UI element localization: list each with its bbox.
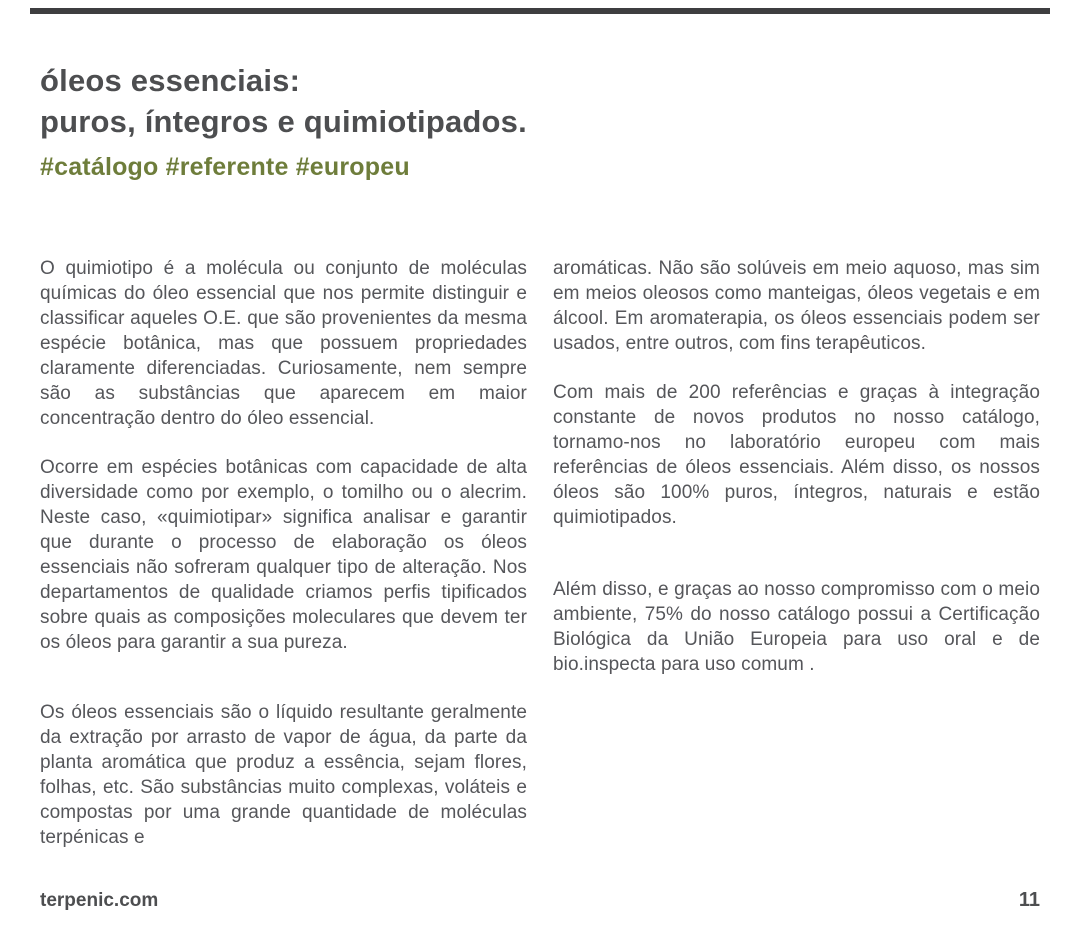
left-column-paragraph-2: Ocorre em espécies botânicas com capacidade de alta diversidade como por exemplo, o tomilho ou o alecrim. Neste caso, «quimiotipar» significa analisar e garantir que durante o processo de elaboração os óleos essenciais não sofreram qualquer tipo de alteração. Nos departamentos de qualidade criamos perfis tipificados sobre quais as composições moleculares que devem ter os óleos para garantir a sua pureza. [40, 457, 527, 653]
top-rule [30, 8, 1050, 14]
body-columns [40, 256, 1040, 850]
page-title [40, 60, 1040, 142]
page-title-line-2: puros, íntegros e quimiotipados. [40, 104, 527, 139]
page-number: 11 [1018, 889, 1040, 911]
page-footer [40, 889, 1040, 912]
page-title-line-1: óleos essenciais: [40, 63, 301, 98]
left-column-paragraph-3: Os óleos essenciais são o líquido resultante geralmente da extração por arrasto de vapor de água, da parte da planta aromática que produz a essência, sejam flores, folhas, etc. São substâncias muito complexas, voláteis e compostas por uma grande quantidade de moléculas terpénicas e [40, 702, 527, 848]
page-header [40, 60, 1040, 183]
left-column-paragraph-1: O quimiotipo é a molécula ou conjunto de moléculas químicas do óleo essencial que nos permite distinguir e classificar aqueles O.E. que são provenientes da mesma espécie botânica, mas que possuem propriedades claramente diferenciadas. Curiosamente, nem sempre são as substâncias que aparecem em maior concentração dentro do óleo essencial. [40, 258, 527, 429]
site-url: terpenic.com [40, 890, 159, 911]
left-column [40, 256, 527, 850]
right-column-paragraph-2: Com mais de 200 referências e graças à integração constante de novos produtos no nosso catálogo, tornamo-nos no laboratório europeu com mais referências de óleos essenciais. Além disso, os nossos óleos são 100% puros, íntegros, naturais e estão quimiotipados. [553, 382, 1040, 528]
right-column [553, 256, 1040, 850]
right-column-paragraph-1: aromáticas. Não são solúveis em meio aquoso, mas sim em meios oleosos como manteigas, óleos vegetais e em álcool. Em aromaterapia, os óleos essenciais podem ser usados, entre outros, com fins terapêuticos. [553, 258, 1040, 354]
right-column-paragraph-3: Além disso, e graças ao nosso compromisso com o meio ambiente, 75% do nosso catálogo possui a Certificação Biológica da União Europeia para uso oral e de bio.inspecta para uso comum . [553, 579, 1040, 675]
hashtags-subtitle: #catálogo #referente #europeu [40, 153, 410, 181]
